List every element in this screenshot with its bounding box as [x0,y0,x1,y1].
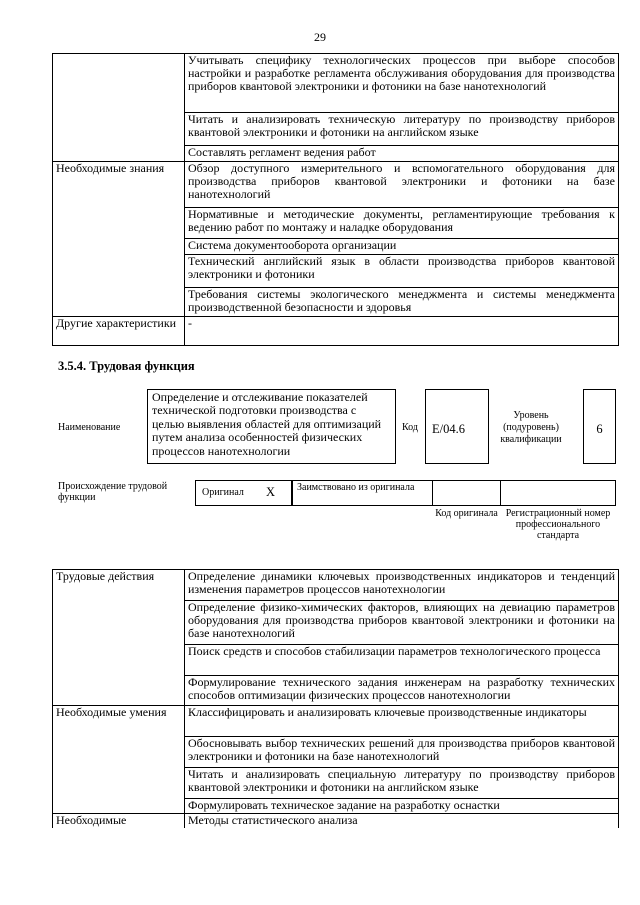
row-label [53,768,185,799]
row-text: Нормативные и методические документы, регламентирующие требования к ведению работ по монтажу и наладке оборудования [185,208,619,239]
code-label: Код [402,422,418,433]
origin-label: Происхождение трудовой функции [58,481,168,503]
row-text: Обосновывать выбор технических решений для производства приборов квантовой электроники и фотоники на базе нанотехнологий [185,737,619,768]
row-label [53,737,185,768]
original-box [195,480,292,506]
registration-number-caption: Регистрационный номер профессионального стандарта [505,508,611,541]
level-label: Уровень (подуровень) квалификации [500,410,562,445]
row-label [53,799,185,814]
table-row [53,113,619,146]
row-text: Формулирование технического задания инженерам на разработку технических способов оптимизации физических процессов нанотехнологии [185,676,619,706]
table-row [53,737,619,768]
table-row [53,146,619,162]
qualification-level-box: 6 [583,389,616,464]
row-text: Технический английский язык в области производства приборов квантовой электроники и фотоники [185,255,619,288]
labor-actions-table [52,569,619,828]
table-row [53,288,619,317]
original-code-caption: Код оригинала [435,508,498,519]
row-label [53,54,185,113]
table-row [53,570,619,601]
table-row [53,799,619,814]
original-mark: X [266,485,276,499]
table-row [53,255,619,288]
row-label [53,601,185,645]
name-label: Наименование [58,422,121,433]
table-row [53,317,619,346]
row-text: Классифицировать и анализировать ключевые производственные индикаторы [185,706,619,737]
row-label [53,146,185,162]
row-text: Методы статистического анализа [185,814,619,828]
table-row [53,239,619,255]
row-text: Поиск средств и способов стабилизации параметров технологического процесса [185,645,619,676]
table-row [53,768,619,799]
table-row [53,162,619,208]
registration-number-box [500,480,616,506]
row-label [53,239,185,255]
row-text: Система документооборота организации [185,239,619,255]
row-label: Другие характеристики [53,317,185,346]
row-label [53,645,185,676]
row-label [53,676,185,706]
row-text: Читать и анализировать специальную литературу по производству приборов квантовой электроники и фотоники на английском языке [185,768,619,799]
table-row [53,706,619,737]
row-label [53,288,185,317]
row-text: Определение физико-химических факторов, влияющих на девиацию параметров оборудования для производства приборов квантовой электроники и фотоники на базе нанотехнологий [185,601,619,645]
row-label [53,208,185,239]
section-heading: 3.5.4. Трудовая функция [58,359,195,373]
row-label: Необходимые [53,814,185,828]
row-label: Необходимые знания [53,162,185,208]
row-label [53,113,185,146]
row-text: Составлять регламент ведения работ [185,146,619,162]
row-text: Учитывать специфику технологических процессов при выборе способов настройки и разработке регламента обслуживания оборудования для производства приборов квантовой электроники и фотоники на базе нанотехнологий [185,54,619,113]
original-label: Оригинал [202,487,244,498]
row-text: Читать и анализировать техническую литературу по производству приборов квантовой электроники и фотоники на английском языке [185,113,619,146]
skills-knowledge-table [52,53,619,346]
row-label [53,255,185,288]
function-code-box: E/04.6 [425,389,489,464]
table-row [53,814,619,828]
row-text: Требования системы экологического менеджмента и системы менеджмента производственной безопасности и здоровья [185,288,619,317]
row-label: Необходимые умения [53,706,185,737]
table-row [53,601,619,645]
borrowed-box: Заимствовано из оригинала [292,480,433,506]
row-text: Формулировать техническое задание на разработку оснастки [185,799,619,814]
table-row [53,676,619,706]
table-row [53,645,619,676]
page-number: 29 [314,30,326,44]
row-text: Определение динамики ключевых производственных индикаторов и тенденций изменения параметров процессов нанотехнологии [185,570,619,601]
row-text: - [185,317,619,346]
original-code-box [432,480,501,506]
table-row [53,208,619,239]
row-label: Трудовые действия [53,570,185,601]
row-text: Обзор доступного измерительного и вспомогательного оборудования для производства приборов квантовой электроники и фотоники на базе нанотехнологий [185,162,619,208]
function-name-box: Определение и отслеживание показателей технической подготовки производства с целью выявления областей для оптимизаций путем анализа особенностей физических процессов нанотехнологии [147,389,396,464]
table-row [53,54,619,113]
